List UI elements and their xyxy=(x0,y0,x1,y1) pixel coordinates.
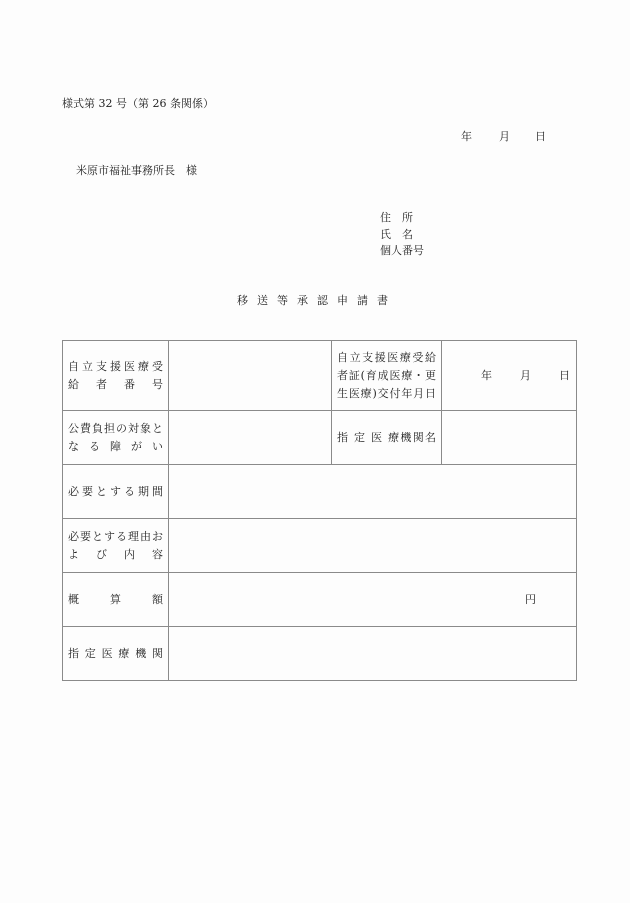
disability-field[interactable] xyxy=(169,411,332,465)
designated-institution-name-label: 指 定 医 療機関名 xyxy=(332,411,442,465)
application-date xyxy=(461,128,546,144)
form-number: 様式第 32 号（第 26 条関係） xyxy=(62,97,214,110)
reason-label: 必要とする理由お よ び 内 容 xyxy=(63,519,169,573)
table-row xyxy=(63,341,577,411)
date-year: 年 xyxy=(461,130,472,143)
estimate-field[interactable] xyxy=(169,573,577,627)
institution-field[interactable] xyxy=(169,627,577,681)
date-month: 月 xyxy=(499,130,510,143)
disability-label: 公費負担の対象と な る 障 が い xyxy=(63,411,169,465)
recipient-number-label: 自立支援医療受 給 者 番 号 xyxy=(63,341,169,411)
estimate-label: 概 算 額 xyxy=(63,573,169,627)
period-label: 必要とする期間 xyxy=(63,465,169,519)
recipient-number-field[interactable] xyxy=(169,341,332,411)
table-row xyxy=(63,573,577,627)
personal-number-label: 個人番号 xyxy=(380,244,424,257)
date-day: 日 xyxy=(535,130,546,143)
address-label: 住 所 xyxy=(380,211,413,224)
document-title: 移送等承認申請書 xyxy=(237,294,397,307)
addressee: 米原市福祉事務所長 様 xyxy=(76,164,197,177)
certificate-date-field[interactable]: 年 月 日 xyxy=(442,341,577,411)
designated-institution-name-field[interactable] xyxy=(442,411,577,465)
certificate-date-label: 自立支援医療受給 者証(育成医療・更 生医療)交付年月日 xyxy=(332,341,442,411)
table-row xyxy=(63,627,577,681)
table-row xyxy=(63,519,577,573)
institution-label: 指定医療機関 xyxy=(63,627,169,681)
name-label: 氏 名 xyxy=(380,227,413,241)
applicant-info xyxy=(380,210,424,260)
table-row xyxy=(63,411,577,465)
table-row xyxy=(63,465,577,519)
application-table xyxy=(62,340,577,681)
reason-field[interactable] xyxy=(169,519,577,573)
yen-unit: 円 xyxy=(525,592,536,606)
period-field[interactable] xyxy=(169,465,577,519)
